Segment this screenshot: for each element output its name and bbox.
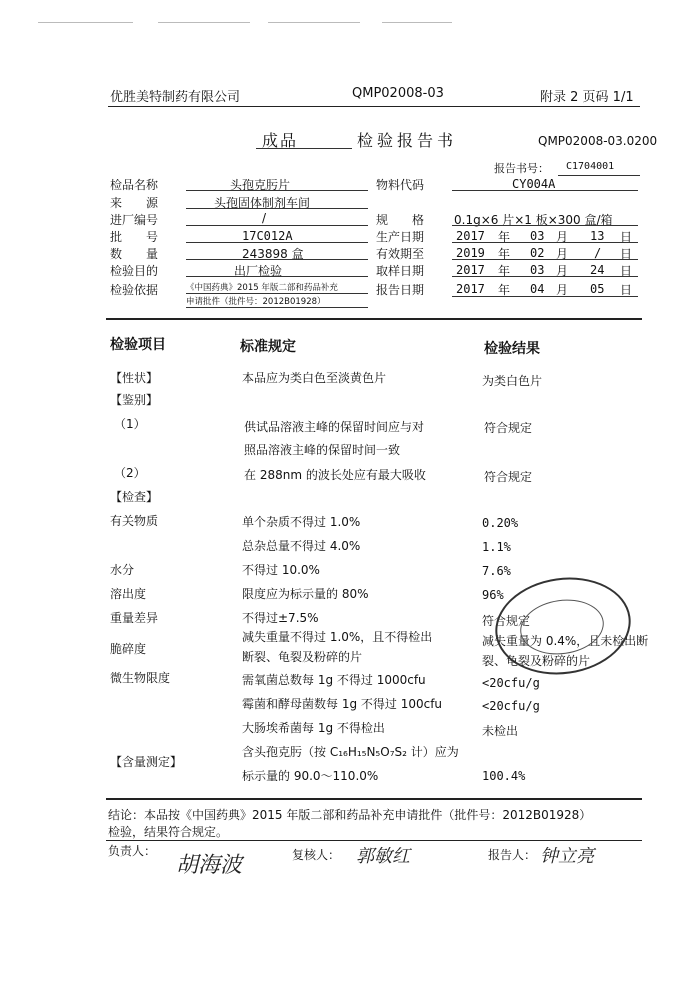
info-underline (186, 242, 368, 243)
info-underline (186, 225, 368, 226)
info-label: 检品名称 (110, 178, 159, 192)
row-result: 96% (482, 588, 504, 602)
info-underline (186, 190, 368, 191)
date-unit: 日 (620, 247, 633, 261)
header-result: 检验结果 (484, 341, 540, 357)
page-title: 检验报告书 (357, 131, 458, 150)
reporter-label: 报告人： (488, 848, 537, 862)
row-result: 符合规定 (484, 470, 533, 484)
report-no-value: C1704001 (566, 161, 615, 172)
date-unit: 年 (498, 247, 511, 261)
form-code: QMP02008-03.0200 (538, 134, 658, 148)
date-year: 2017 (456, 263, 485, 277)
date-year: 2017 (456, 229, 485, 243)
info-label: 生产日期 (376, 230, 425, 244)
row-item: 【含量测定】 (110, 755, 183, 769)
row-standard: 不得过 10.0% (242, 563, 320, 577)
row-result: 0.20% (482, 516, 519, 530)
row-standard: 不得过±7.5% (242, 611, 319, 625)
row-item: 重量差异 (110, 611, 159, 625)
info-underline (186, 307, 368, 308)
row-result: 100.4% (482, 769, 526, 783)
date-month: 03 (530, 263, 545, 277)
date-day: 13 (590, 229, 605, 243)
row-result: 裂、龟裂及粉碎的片 (482, 654, 591, 668)
row-item: 有关物质 (110, 514, 159, 528)
row-standard: 断裂、龟裂及粉碎的片 (242, 650, 363, 664)
info-label: 进厂编号 (110, 213, 159, 227)
row-standard: 霉菌和酵母菌数每 1g 不得过 100cfu (242, 697, 443, 711)
row-item: 【检查】 (110, 490, 159, 504)
date-unit: 日 (620, 283, 633, 297)
info-value: 申请批件（批件号：2012B01928） (186, 297, 326, 307)
row-result: 1.1% (482, 540, 511, 554)
row-item: （2） (114, 466, 146, 480)
row-result: <20cfu/g (482, 699, 540, 713)
report-no-underline (558, 175, 640, 176)
info-underline (452, 296, 638, 297)
conclusion-rule (106, 840, 642, 841)
row-result: 未检出 (482, 724, 519, 738)
section-rule (106, 318, 642, 320)
conclusion-line2: 检验，结果符合规定。 (108, 825, 229, 839)
row-standard: 标示量的 90.0～110.0% (242, 769, 379, 783)
section-rule (106, 798, 642, 800)
scan-dash (382, 22, 452, 23)
row-item: 【鉴别】 (110, 393, 159, 407)
date-day: 05 (590, 282, 605, 296)
row-standard: 减失重量不得过 1.0%，且不得检出 (242, 630, 433, 644)
doc-code: QMP02008-03 (352, 86, 444, 101)
header-standard: 标准规定 (240, 339, 296, 355)
header-item: 检验项目 (110, 337, 166, 353)
info-value: 243898 盒 (242, 247, 304, 261)
row-result: 7.6% (482, 564, 511, 578)
title-prefix: 成品 (262, 131, 299, 150)
row-result: 符合规定 (484, 421, 533, 435)
info-label: 检验依据 (110, 283, 159, 297)
date-unit: 年 (498, 283, 511, 297)
info-label: 检验目的 (110, 264, 159, 278)
info-label: 数 量 (110, 247, 159, 261)
row-item: 水分 (110, 563, 135, 577)
info-underline (186, 276, 368, 277)
reviewer-signature: 郭敏红 (356, 846, 410, 867)
date-month: 04 (530, 282, 545, 296)
info-value: 17C012A (242, 229, 293, 243)
info-label: 规 格 (376, 213, 425, 227)
row-standard: 需氧菌总数每 1g 不得过 1000cfu (242, 673, 426, 687)
date-year: 2017 (456, 282, 485, 296)
row-result: 减失重量为 0.4%，且未检出断 (482, 634, 649, 648)
date-unit: 月 (556, 247, 569, 261)
date-day: / (594, 246, 602, 260)
row-item: 微生物限度 (110, 671, 171, 685)
date-year: 2019 (456, 246, 485, 260)
info-value: / (262, 211, 267, 225)
info-underline (452, 242, 638, 243)
info-underline (186, 259, 368, 260)
title-prefix-underline (256, 148, 352, 149)
row-item: （1） (114, 417, 146, 431)
date-unit: 日 (620, 230, 633, 244)
info-underline (186, 208, 368, 209)
info-value: 头孢克肟片 (230, 178, 291, 192)
date-unit: 月 (556, 230, 569, 244)
date-unit: 日 (620, 264, 633, 278)
reviewer-label: 复核人： (292, 848, 341, 862)
info-label: 有效期至 (376, 247, 425, 261)
info-label: 来 源 (110, 196, 159, 210)
row-item: 【性状】 (110, 371, 159, 385)
row-standard: 总杂总量不得过 4.0% (242, 539, 361, 553)
info-underline (452, 190, 638, 191)
row-standard: 照品溶液主峰的保留时间一致 (244, 443, 401, 457)
row-item: 溶出度 (110, 587, 147, 601)
page-info: 附录 2 页码 1/1 (540, 90, 634, 105)
row-standard: 含头孢克肟（按 C₁₆H₁₅N₅O₇S₂ 计）应为 (242, 745, 459, 759)
info-label: 取样日期 (376, 264, 425, 278)
info-value: 头孢固体制剂车间 (214, 196, 311, 210)
date-month: 03 (530, 229, 545, 243)
header-rule (108, 106, 640, 107)
info-value: 出厂检验 (234, 264, 283, 278)
date-unit: 月 (556, 283, 569, 297)
responsible-signature: 胡海波 (176, 853, 243, 878)
info-underline (186, 293, 368, 294)
row-result: 符合规定 (482, 614, 531, 628)
info-underline (452, 259, 638, 260)
date-day: 24 (590, 263, 605, 277)
date-unit: 年 (498, 264, 511, 278)
info-value: 《中国药典》2015 年版二部和药品补充 (186, 283, 338, 293)
info-value: CY004A (512, 177, 556, 191)
responsible-label: 负责人： (108, 844, 157, 858)
info-label: 报告日期 (376, 283, 425, 297)
date-month: 02 (530, 246, 545, 260)
date-unit: 月 (556, 264, 569, 278)
row-item: 脆碎度 (110, 642, 147, 656)
info-underline (452, 225, 638, 226)
scan-dash (268, 22, 360, 23)
info-label: 物料代码 (376, 178, 425, 192)
reporter-signature: 钟立亮 (540, 846, 594, 867)
info-value: 0.1g×6 片×1 板×300 盒/箱 (454, 213, 613, 227)
scan-dash (38, 22, 133, 23)
row-result: 为类白色片 (482, 374, 543, 388)
date-unit: 年 (498, 230, 511, 244)
row-standard: 大肠埃希菌每 1g 不得检出 (242, 721, 385, 735)
company-name: 优胜美特制药有限公司 (110, 90, 241, 105)
row-standard: 本品应为类白色至淡黄色片 (242, 371, 387, 385)
row-standard: 限度应为标示量的 80% (242, 587, 369, 601)
scan-dash (158, 22, 250, 23)
row-standard: 单个杂质不得过 1.0% (242, 515, 361, 529)
info-label: 批 号 (110, 230, 159, 244)
conclusion-line1: 结论：本品按《中国药典》2015 年版二部和药品补充申请批件（批件号：2012B01928） (108, 808, 592, 822)
row-standard: 在 288nm 的波长处应有最大吸收 (244, 468, 426, 482)
info-underline (452, 276, 638, 277)
row-result: <20cfu/g (482, 676, 540, 690)
report-no-label: 报告书号： (494, 162, 549, 175)
row-standard: 供试品溶液主峰的保留时间应与对 (244, 420, 425, 434)
